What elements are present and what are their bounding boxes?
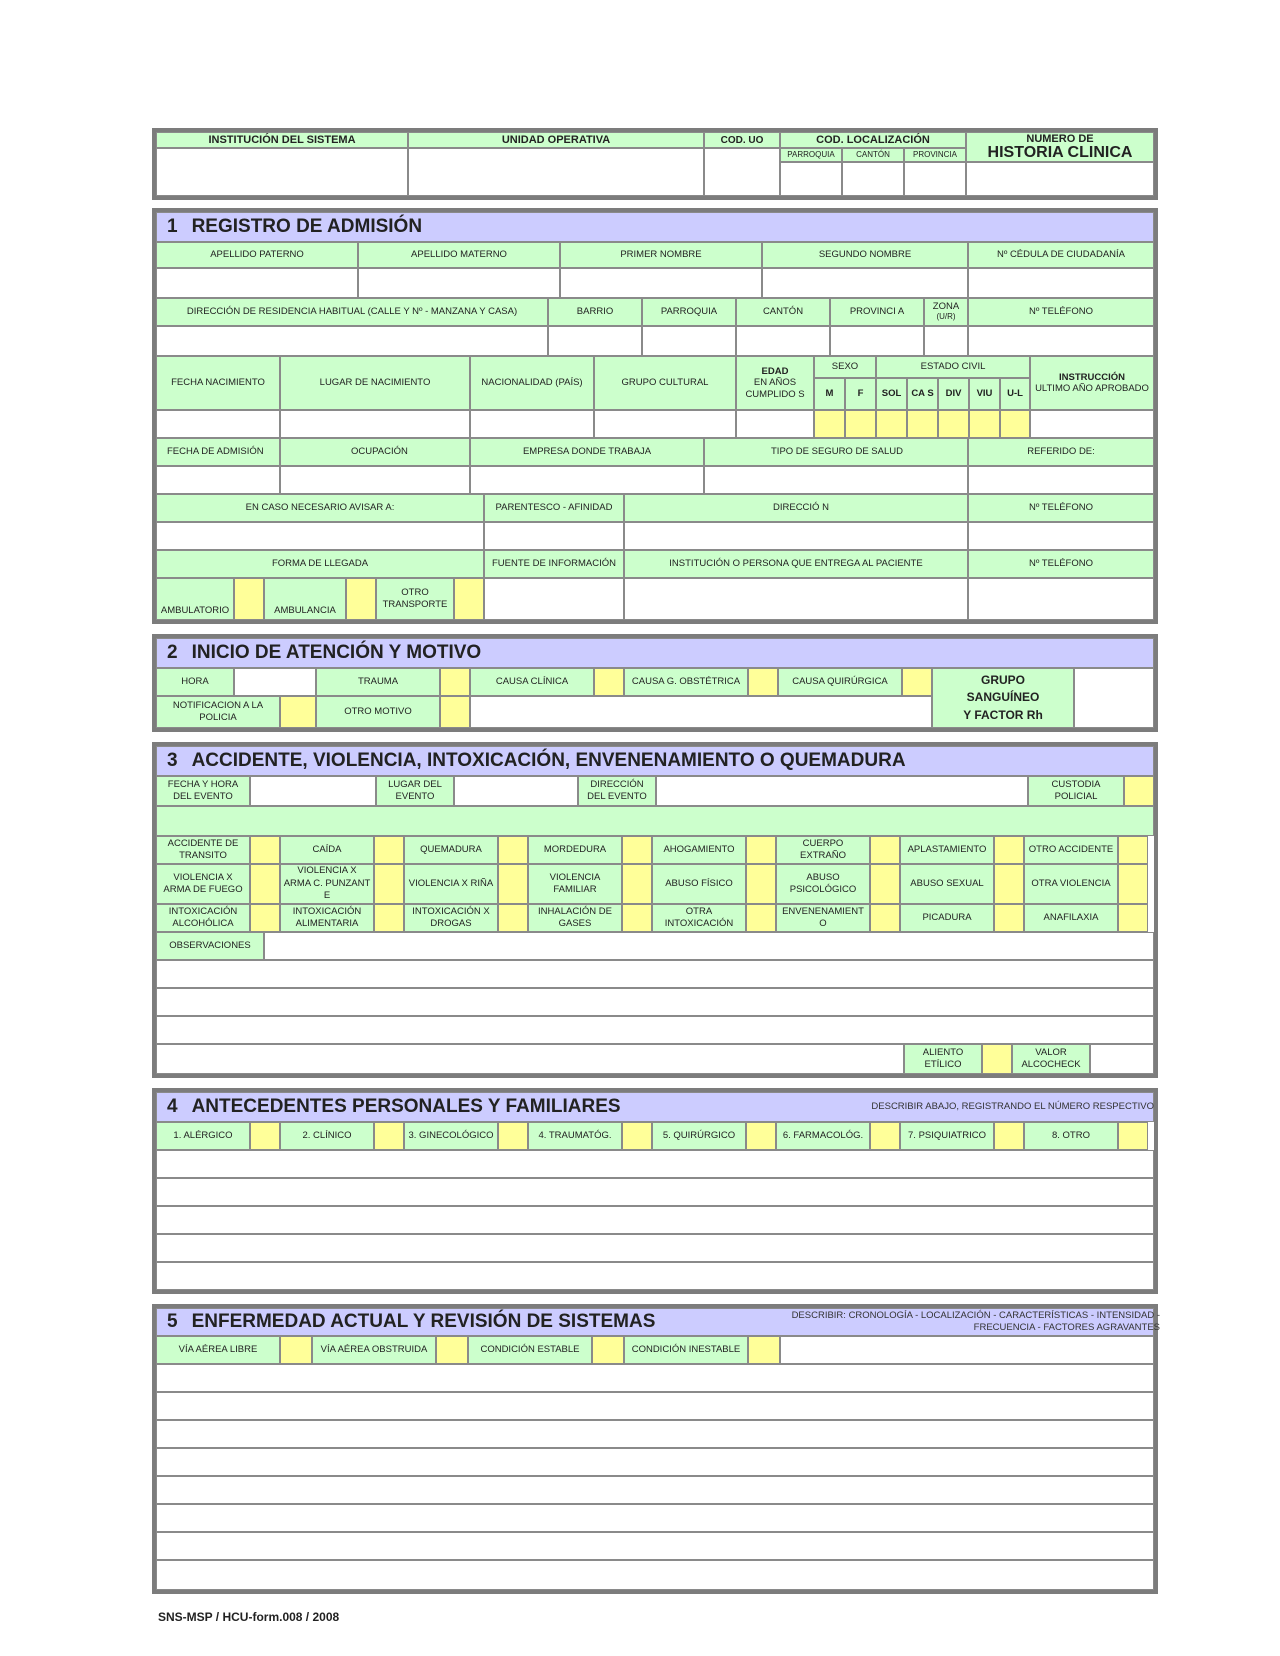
parroquia-input[interactable] [780,162,842,196]
ocupacion-label: OCUPACIÓN [280,438,470,466]
antecedente-checkbox[interactable] [1118,1122,1148,1150]
estado-viu-label: VIU [969,378,1000,410]
direccion-contacto-label: DIRECCIÓ N [624,494,968,522]
antecedente-label: 5. QUIRÚRGICO [652,1122,746,1150]
telefono-contacto-input[interactable] [968,522,1154,550]
parroquia-label: PARROQUIA [780,148,842,162]
grupo-sanguineo-label [932,668,1074,728]
otro-transporte-checkbox[interactable] [454,578,484,620]
section-1-number: 1 [167,216,178,237]
enfermedad-line[interactable] [156,1420,1154,1448]
causa-clinica-label: CAUSA CLÍNICA [470,668,594,696]
otro-motivo-input[interactable] [470,696,932,728]
parroquia-res-label: PARROQUIA [642,298,736,326]
event-type-label: VIOLENCIA FAMILIAR [528,864,622,904]
zona-text: ZONA [932,301,960,313]
canton-res-input[interactable] [736,326,830,356]
event-type-label: ACCIDENTE DE TRANSITO [156,836,250,864]
telefono-entrega-label: Nº TELÉFONO [968,550,1154,578]
custodia-policial-label: CUSTODIA POLICIAL [1028,776,1124,806]
telefono-contacto-label: Nº TELÉFONO [968,494,1154,522]
condicion-label: VÍA AÉREA OBSTRUIDA [312,1336,436,1364]
provincia-label: PROVINCIA [904,148,966,162]
edad-label [736,356,814,410]
event-type-checkbox[interactable] [1118,864,1148,904]
event-type-label: ANAFILAXIA [1024,904,1118,932]
instruccion-sub-text: ULTIMO AÑO APROBADO [1035,383,1149,394]
event-type-checkbox[interactable] [250,864,280,904]
sexo-m-label: M [814,378,845,410]
ambulatorio-checkbox[interactable] [234,578,264,620]
otro-motivo-label: OTRO MOTIVO [316,696,440,728]
section-4-title-text: ANTECEDENTES PERSONALES Y FAMILIARES [191,1096,621,1117]
notificacion-policia-label: NOTIFICACION A LA POLICIA [156,696,280,728]
event-type-label: INTOXICACIÓN ALCOHÓLICA [156,904,250,932]
estado-ul-label: U-L [1000,378,1030,410]
section-3-title [156,746,1154,776]
section-5-note-line2: FRECUENCIA - FACTORES AGRAVANTES [973,1321,1160,1333]
parentesco-input[interactable] [484,522,624,550]
form-code-footer: SNS-MSP / HCU-form.008 / 2008 [158,1610,340,1624]
sexo-f-checkbox[interactable] [845,410,876,438]
event-type-label: CAÍDA [280,836,374,864]
barrio-input[interactable] [548,326,642,356]
antecedentes-line[interactable] [156,1178,1154,1206]
antecedentes-line[interactable] [156,1150,1154,1178]
referido-input[interactable] [968,466,1154,494]
event-type-checkbox[interactable] [1118,904,1148,932]
cod-localizacion-label: COD. LOCALIZACIÓN [780,132,966,148]
event-type-label: ENVENENAMIENT O [776,904,870,932]
aliento-etilico-label: ALIENTO ETÍLICO [904,1044,982,1074]
event-type-label: OTRO ACCIDENTE [1024,836,1118,864]
event-type-checkbox[interactable] [1118,836,1148,864]
notificacion-policia-checkbox[interactable] [280,696,316,728]
telefono-res-input[interactable] [968,326,1154,356]
antecedente-label: 6. FARMACOLÓG. [776,1122,870,1150]
event-type-checkbox[interactable] [870,904,900,932]
edad-input[interactable] [736,410,814,438]
event-type-label: ABUSO PSICOLÓGICO [776,864,870,904]
historia-clinica-text: HISTORIA CLINICA [987,143,1133,161]
avisar-label: EN CASO NECESARIO AVISAR A: [156,494,484,522]
estado-cas-label: CA S [907,378,938,410]
event-type-label: ABUSO FÍSICO [652,864,746,904]
parroquia-res-input[interactable] [642,326,736,356]
event-type-checkbox[interactable] [994,836,1024,864]
event-type-label: PICADURA [900,904,994,932]
trauma-label: TRAUMA [316,668,440,696]
cedula-input[interactable] [968,268,1154,298]
seguro-label: TIPO DE SEGURO DE SALUD [704,438,968,466]
empresa-input[interactable] [470,466,704,494]
primer-nombre-label: PRIMER NOMBRE [560,242,762,268]
estado-ul-checkbox[interactable] [1000,410,1030,438]
apellido-paterno-label: APELLIDO PATERNO [156,242,358,268]
condicion-label: VÍA AÉREA LIBRE [156,1336,280,1364]
section-2-title [156,638,1154,668]
section-2-title-text: INICIO DE ATENCIÓN Y MOTIVO [191,642,482,663]
apellido-materno-label: APELLIDO MATERNO [358,242,560,268]
alcocheck-label: VALOR ALCOCHECK [1012,1044,1090,1074]
institucion-label: INSTITUCIÓN DEL SISTEMA [156,132,408,148]
zona-input[interactable] [924,326,968,356]
antecedente-checkbox[interactable] [250,1122,280,1150]
antecedentes-line[interactable] [156,1206,1154,1234]
event-type-checkbox[interactable] [374,904,404,932]
segundo-nombre-label: SEGUNDO NOMBRE [762,242,968,268]
avisar-input[interactable] [156,522,484,550]
hora-input[interactable] [234,668,316,696]
empresa-label: EMPRESA DONDE TRABAJA [470,438,704,466]
unidad-input[interactable] [408,148,704,196]
antecedentes-line[interactable] [156,1234,1154,1262]
estado-sol-label: SOL [876,378,907,410]
observaciones-last-line[interactable] [156,1044,904,1074]
edad-text: EDAD [761,365,789,377]
zona-label [924,298,968,326]
provincia-res-label: PROVINCI A [830,298,924,326]
grupo-sanguineo-input[interactable] [1074,668,1154,728]
causa-quirurgica-checkbox[interactable] [902,668,932,696]
estado-cas-checkbox[interactable] [907,410,938,438]
barrio-label: BARRIO [548,298,642,326]
lugar-nacimiento-label: LUGAR DE NACIMIENTO [280,356,470,410]
provincia-input[interactable] [904,162,966,196]
canton-res-label: CANTÓN [736,298,830,326]
event-type-label: VIOLENCIA X ARMA DE FUEGO [156,864,250,904]
observaciones-line[interactable] [156,1016,1154,1044]
event-type-label: VIOLENCIA X RIÑA [404,864,498,904]
event-type-checkbox[interactable] [374,864,404,904]
cod-uo-input[interactable] [704,148,780,196]
section-3-title-text: ACCIDENTE, VIOLENCIA, INTOXICACIÓN, ENVENENAMIENTO O QUEMADURA [191,750,906,771]
sexo-m-checkbox[interactable] [814,410,845,438]
custodia-policial-checkbox[interactable] [1124,776,1154,806]
event-type-checkbox[interactable] [498,864,528,904]
grupo-cultural-input[interactable] [594,410,736,438]
section-1-title-text: REGISTRO DE ADMISIÓN [191,216,423,237]
fuente-informacion-label: FUENTE DE INFORMACIÓN [484,550,624,578]
causa-obstetrica-label: CAUSA G. OBSTÉTRICA [624,668,748,696]
event-type-label: MORDEDURA [528,836,622,864]
antecedente-checkbox[interactable] [374,1122,404,1150]
apellido-materno-input[interactable] [358,268,560,298]
direccion-contacto-input[interactable] [624,522,968,550]
antecedente-checkbox[interactable] [498,1122,528,1150]
grupo-cultural-label: GRUPO CULTURAL [594,356,736,410]
ambulancia-label: AMBULANCIA [264,578,346,620]
condicion-checkbox[interactable] [280,1336,312,1364]
provincia-res-input[interactable] [830,326,924,356]
event-type-label: ABUSO SEXUAL [900,864,994,904]
event-type-label: QUEMADURA [404,836,498,864]
section-5-note [700,1310,1160,1334]
condicion-label: CONDICIÓN ESTABLE [468,1336,592,1364]
edad-sub-text: EN AÑOS CUMPLIDO S [745,377,805,400]
numero-de-text: NUMERO DE [1026,132,1094,145]
institucion-input[interactable] [156,148,408,196]
event-type-label: AHOGAMIENTO [652,836,746,864]
sanguineo-text: SANGUÍNEO [966,690,1040,705]
fecha-evento-input[interactable] [250,776,376,806]
grupo-text: GRUPO [980,672,1025,687]
event-type-label: INHALACIÓN DE GASES [528,904,622,932]
event-type-checkbox[interactable] [374,836,404,864]
event-type-label: APLASTAMIENTO [900,836,994,864]
factor-rh-text: Y FACTOR Rh [963,707,1043,722]
historia-input[interactable] [966,162,1154,196]
event-type-checkbox[interactable] [250,904,280,932]
causa-quirurgica-label: CAUSA QUIRÚRGICA [778,668,902,696]
condicion-checkbox[interactable] [592,1336,624,1364]
antecedente-label: 2. CLÍNICO [280,1122,374,1150]
section-4-number: 4 [167,1096,178,1117]
enfermedad-line[interactable] [156,1448,1154,1476]
event-type-checkbox[interactable] [994,864,1024,904]
trauma-checkbox[interactable] [440,668,470,696]
ambulancia-checkbox[interactable] [346,578,376,620]
institucion-entrega-label: INSTITUCIÓN O PERSONA QUE ENTREGA AL PACIENTE [624,550,968,578]
causa-clinica-checkbox[interactable] [594,668,624,696]
aliento-etilico-checkbox[interactable] [982,1044,1012,1074]
section-3-number: 3 [167,750,178,771]
antecedente-checkbox[interactable] [746,1122,776,1150]
antecedente-checkbox[interactable] [622,1122,652,1150]
canton-input[interactable] [842,162,904,196]
causa-obstetrica-checkbox[interactable] [748,668,778,696]
primer-nombre-input[interactable] [560,268,762,298]
ambulatorio-label: AMBULATORIO [156,578,234,620]
enfermedad-line[interactable] [156,1364,1154,1392]
observaciones-label: OBSERVACIONES [156,932,264,960]
antecedente-label: 8. OTRO [1024,1122,1118,1150]
event-type-checkbox[interactable] [746,836,776,864]
cedula-label: Nº CÉDULA DE CIUDADANÍA [968,242,1154,268]
event-type-checkbox[interactable] [498,836,528,864]
section-5-number: 5 [167,1311,178,1332]
numero-historia-label [966,132,1154,162]
antecedente-checkbox[interactable] [870,1122,900,1150]
condicion-extra-input[interactable] [780,1336,1154,1364]
nacionalidad-input[interactable] [470,410,594,438]
lugar-evento-label: LUGAR DEL EVENTO [376,776,454,806]
observaciones-line[interactable] [156,960,1154,988]
enfermedad-line[interactable] [156,1392,1154,1420]
ocupacion-input[interactable] [280,466,470,494]
fecha-evento-label: FECHA Y HORA DEL EVENTO [156,776,250,806]
event-type-checkbox[interactable] [622,864,652,904]
estado-civil-label: ESTADO CIVIL [876,356,1030,378]
event-type-checkbox[interactable] [994,904,1024,932]
event-type-checkbox[interactable] [870,836,900,864]
fecha-admision-input[interactable] [156,466,280,494]
enfermedad-line[interactable] [156,1504,1154,1532]
section-2-number: 2 [167,642,178,663]
hora-label: HORA [156,668,234,696]
canton-label: CANTÓN [842,148,904,162]
telefono-entrega-input[interactable] [968,578,1154,620]
section-3-spacer-row [156,806,1154,836]
event-type-checkbox[interactable] [622,904,652,932]
estado-div-checkbox[interactable] [938,410,969,438]
event-type-checkbox[interactable] [746,904,776,932]
estado-div-label: DIV [938,378,969,410]
antecedente-checkbox[interactable] [994,1122,1024,1150]
lugar-evento-input[interactable] [454,776,578,806]
telefono-res-label: Nº TELÉFONO [968,298,1154,326]
estado-viu-checkbox[interactable] [969,410,1000,438]
fuente-informacion-input[interactable] [484,578,624,620]
event-type-checkbox[interactable] [250,836,280,864]
observaciones-line[interactable] [156,988,1154,1016]
antecedente-label: 3. GINECOLÓGICO [404,1122,498,1150]
alcocheck-input[interactable] [1090,1044,1154,1074]
event-type-label: INTOXICACIÓN ALIMENTARIA [280,904,374,932]
otro-transporte-label: OTRO TRANSPORTE [376,578,454,620]
event-type-checkbox[interactable] [622,836,652,864]
antecedente-label: 7. PSIQUIATRICO [900,1122,994,1150]
parentesco-label: PARENTESCO - AFINIDAD [484,494,624,522]
section-4-note: DESCRIBIR ABAJO, REGISTRANDO EL NÚMERO RESPECTIVO [871,1101,1154,1112]
forma-llegada-label: FORMA DE LLEGADA [156,550,484,578]
event-type-label: VIOLENCIA X ARMA C. PUNZANT E [280,864,374,904]
fecha-nacimiento-label: FECHA NACIMIENTO [156,356,280,410]
event-type-label: CUERPO EXTRAÑO [776,836,870,864]
sexo-f-label: F [845,378,876,410]
instruccion-label [1030,356,1154,410]
section-1-title [156,212,1154,242]
condicion-checkbox[interactable] [436,1336,468,1364]
event-type-label: OTRA VIOLENCIA [1024,864,1118,904]
event-type-checkbox[interactable] [870,864,900,904]
fecha-nacimiento-input[interactable] [156,410,280,438]
sexo-label: SEXO [814,356,876,378]
antecedentes-line[interactable] [156,1262,1154,1290]
condicion-checkbox[interactable] [748,1336,780,1364]
fecha-admision-label: FECHA DE ADMISIÓN [156,438,280,466]
direccion-evento-input[interactable] [656,776,1028,806]
section-5-title-text: ENFERMEDAD ACTUAL Y REVISIÓN DE SISTEMAS [191,1311,656,1332]
instruccion-text: INSTRUCCIÓN [1059,371,1125,383]
enfermedad-line[interactable] [156,1532,1154,1560]
zona-sub-text: (U/R) [936,311,956,321]
direccion-label: DIRECCIÓN DE RESIDENCIA HABITUAL (CALLE Y Nº - MANZANA Y CASA) [156,298,548,326]
antecedente-label: 1. ALÉRGICO [156,1122,250,1150]
referido-label: REFERIDO DE: [968,438,1154,466]
event-type-checkbox[interactable] [746,864,776,904]
direccion-input[interactable] [156,326,548,356]
event-type-label: OTRA INTOXICACIÓN [652,904,746,932]
unidad-label: UNIDAD OPERATIVA [408,132,704,148]
event-type-label: INTOXICACIÓN X DROGAS [404,904,498,932]
antecedente-label: 4. TRAUMATÓG. [528,1122,622,1150]
lugar-nacimiento-input[interactable] [280,410,470,438]
observaciones-input[interactable] [264,932,1154,960]
direccion-evento-label: DIRECCIÓN DEL EVENTO [578,776,656,806]
seguro-input[interactable] [704,466,968,494]
instruccion-input[interactable] [1030,410,1154,438]
otro-motivo-checkbox[interactable] [440,696,470,728]
enfermedad-line[interactable] [156,1476,1154,1504]
condicion-label: CONDICIÓN INESTABLE [624,1336,748,1364]
event-type-checkbox[interactable] [498,904,528,932]
section-5-note-line1: DESCRIBIR: CRONOLOGÍA - LOCALIZACIÓN - CARACTERÍSTICAS - INTENSIDAD - [791,1310,1160,1321]
institucion-entrega-input[interactable] [624,578,968,620]
cod-uo-label: COD. UO [704,132,780,148]
nacionalidad-label: NACIONALIDAD (PAÍS) [470,356,594,410]
apellido-paterno-input[interactable] [156,268,358,298]
enfermedad-line[interactable] [156,1560,1154,1590]
segundo-nombre-input[interactable] [762,268,968,298]
estado-sol-checkbox[interactable] [876,410,907,438]
